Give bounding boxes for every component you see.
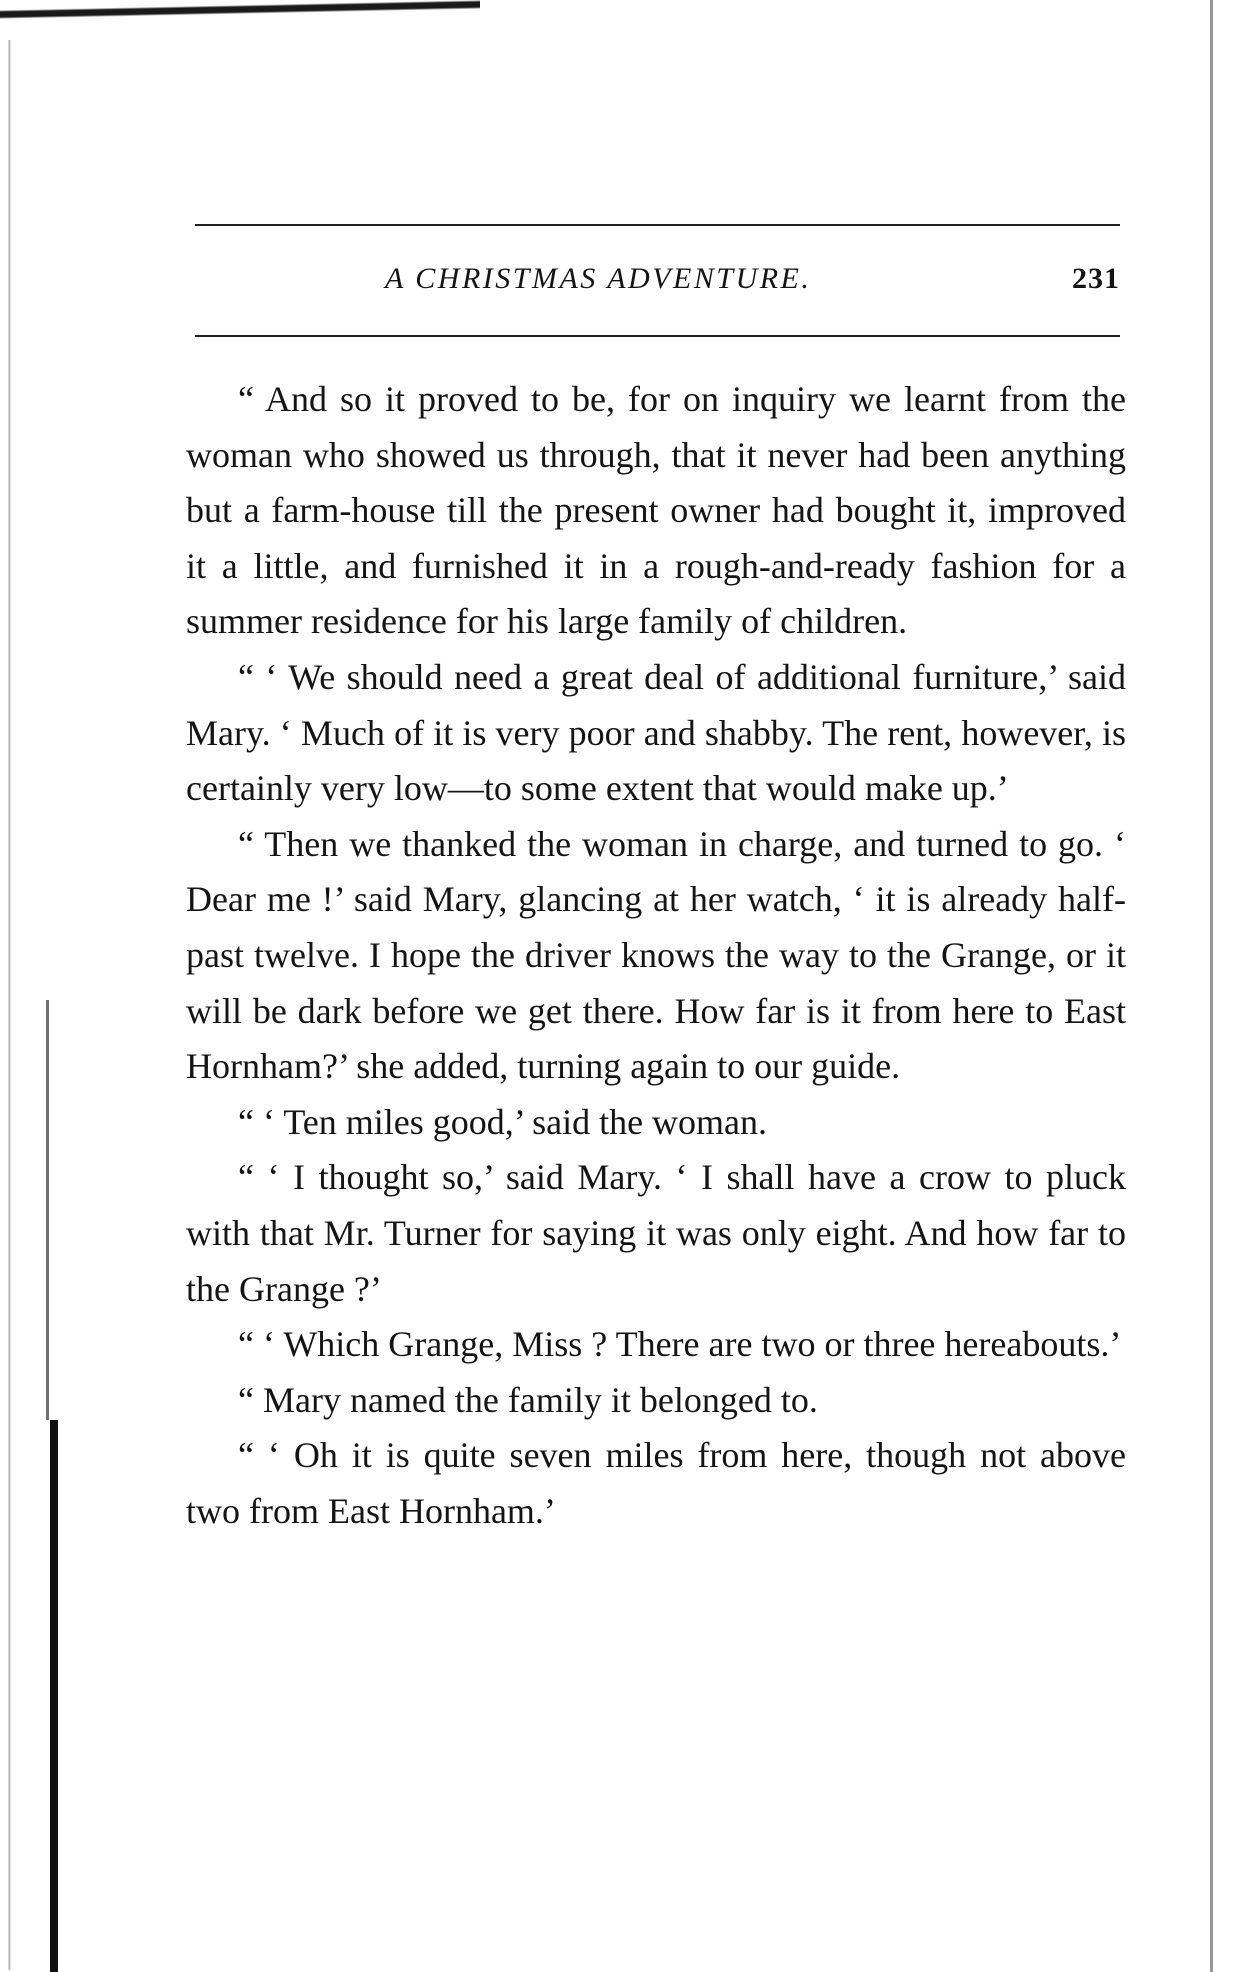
paragraph: “ ‘ We should need a great deal of additional furniture,’ said Mary. ‘ Much of it is very poor and shabby. The rent, however, is certainly very low—to some extent that would make up.’ (186, 656, 1126, 809)
paragraph: “ ‘ Which Grange, Miss ? There are two or three hereabouts.’ (238, 1324, 1122, 1365)
paragraph: “ Mary named the family it belonged to. (238, 1379, 818, 1420)
paragraph: “ ‘ I thought so,’ said Mary. ‘ I shall have a crow to pluck with that Mr. Turner for saying it was only eight. And how far to the Grange ?’ (186, 1157, 1126, 1309)
running-title: A CHRISTMAS ADVENTURE. (385, 262, 812, 295)
scan-edge-shadow-top (0, 0, 480, 32)
scan-edge-left-bold (50, 1420, 58, 1972)
running-header (195, 262, 1120, 312)
scan-edge-left-mid (46, 1000, 49, 1420)
paragraph: “ And so it proved to be, for on inquiry we learnt from the woman who showed us through, that it never had been anything but a farm-house till the present owner had bought it, improved it a little, and furnished it in a rough-and-ready fashion for a summer residence for his large family of children. (186, 379, 1126, 642)
header-rule-bottom (195, 335, 1120, 337)
body-text (186, 372, 1126, 1539)
paragraph: “ ‘ Ten miles good,’ said the woman. (238, 1101, 768, 1142)
paragraph: “ ‘ Oh it is quite seven miles from here, though not above two from East Hornham.’ (186, 1435, 1126, 1531)
header-rule-top (195, 224, 1120, 226)
page-number: 231 (1072, 262, 1120, 295)
paragraph: “ Then we thanked the woman in charge, and turned to go. ‘ Dear me !’ said Mary, glancing at her watch, ‘ it is already half-past twelve. I hope the driver knows the way to the Grange, or it will be dark before we get there. How far is it from here to East Hornham?’ she added, turning again to our guide. (186, 823, 1126, 1087)
scan-edge-right (1210, 0, 1213, 1972)
scan-edge-left (8, 40, 11, 1970)
